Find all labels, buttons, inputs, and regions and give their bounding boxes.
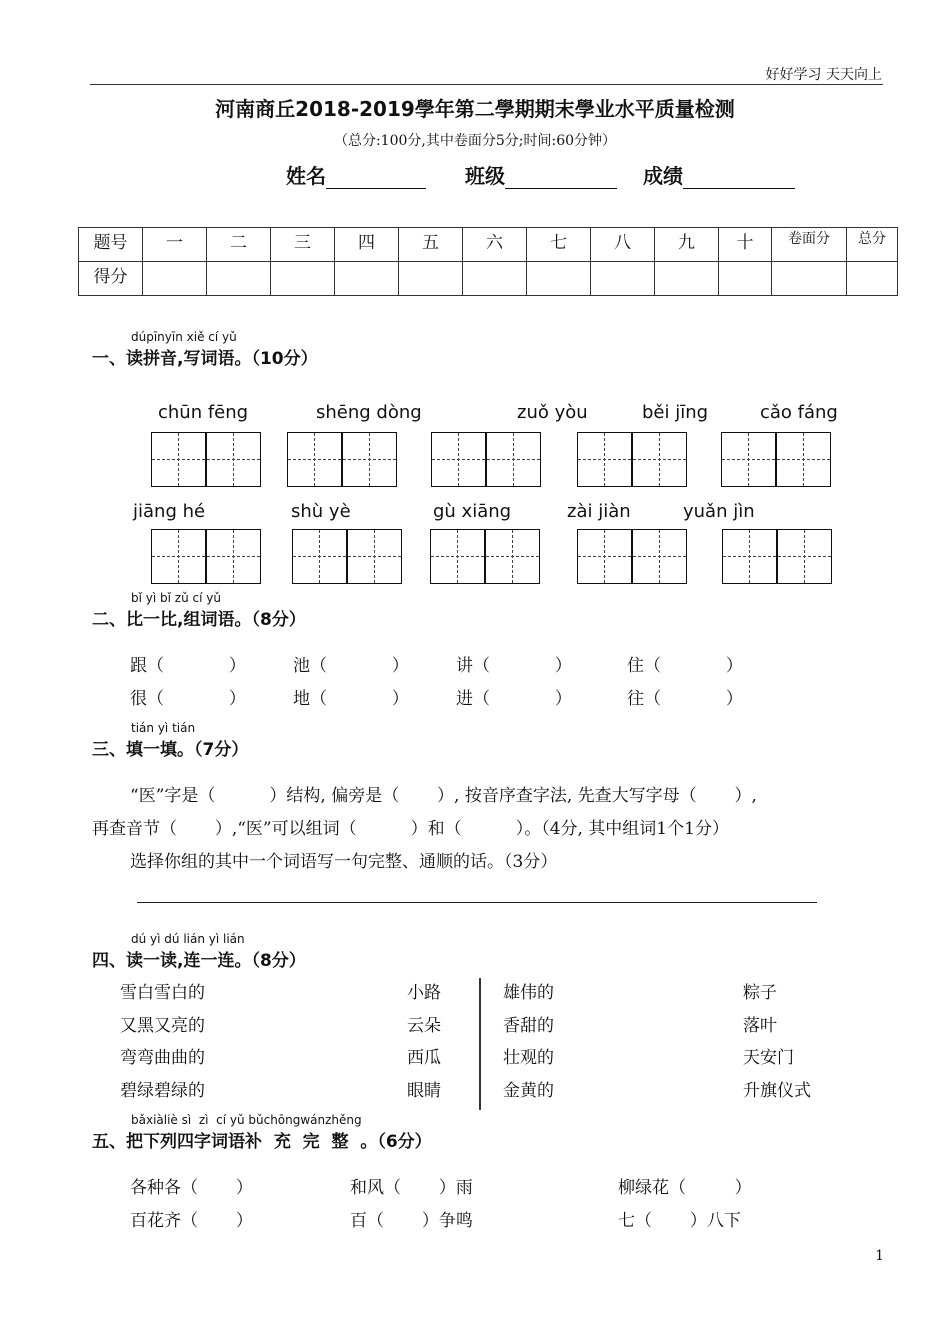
page-subtitle: （总分:100分,其中卷面分5分;时间:60分钟） xyxy=(333,133,617,149)
writing-box[interactable] xyxy=(485,529,540,584)
header-note: 好好学习 天天向上 xyxy=(765,67,882,83)
s3-line-3: 选择你组的其中一个词语写一句完整、通顺的话。（3分） xyxy=(130,852,558,872)
s4-right-b: 升旗仪式 xyxy=(743,1081,811,1101)
header-cell: 题号 xyxy=(79,228,143,262)
score-label: 成绩 xyxy=(643,164,683,188)
writing-box[interactable] xyxy=(151,529,206,584)
s1-pinyin-6: jiāng hé xyxy=(133,501,206,522)
s3-line-2: 再查音节（ ）,“医”可以组词（ ）和（ ）。（4分, 其中组词1个1分） xyxy=(92,819,729,839)
s1-pinyin: dúpīnyīn xiě cí yǔ xyxy=(131,330,237,344)
score-cell[interactable] xyxy=(772,262,847,296)
s4-left-a: 雪白雪白的 xyxy=(120,983,205,1003)
s1-pinyin-2: shēng dòng xyxy=(316,402,422,423)
writing-box[interactable] xyxy=(722,529,777,584)
s2-item: 住（ ） xyxy=(627,656,743,676)
score-table-score-row xyxy=(79,262,898,296)
s2-item: 进（ ） xyxy=(456,689,572,709)
s4-left-b: 西瓜 xyxy=(407,1048,441,1068)
writing-box[interactable] xyxy=(342,432,397,487)
writing-box[interactable] xyxy=(206,432,261,487)
class-blank[interactable] xyxy=(505,166,617,189)
s1-pinyin-3: zuǒ yòu xyxy=(517,402,588,423)
score-cell[interactable] xyxy=(143,262,207,296)
score-cell[interactable] xyxy=(591,262,655,296)
writing-box[interactable] xyxy=(486,432,541,487)
header-cell: 六 xyxy=(463,228,527,262)
score-cell[interactable] xyxy=(527,262,591,296)
header-cell: 卷面分 xyxy=(772,228,847,262)
answer-line[interactable] xyxy=(137,902,817,903)
score-cell[interactable] xyxy=(335,262,399,296)
s1-pinyin-1: chūn fēng xyxy=(158,402,249,423)
s4-left-b: 云朵 xyxy=(407,1016,441,1036)
s1-pinyin-5: cǎo fáng xyxy=(760,402,838,423)
column-divider xyxy=(479,978,481,1110)
score-row-label: 得分 xyxy=(79,262,143,296)
header-rule xyxy=(90,84,883,85)
s5-item: 柳绿花（ ） xyxy=(618,1178,752,1198)
writing-box[interactable] xyxy=(577,529,632,584)
s5-item: 百花齐（ ） xyxy=(130,1211,253,1231)
s5-pinyin: bǎxiàliè sì zì cí yǔ bǔchōngwánzhěng xyxy=(131,1113,362,1127)
header-cell: 九 xyxy=(655,228,719,262)
s1-pinyin-4: běi jīng xyxy=(642,402,709,423)
name-field[interactable] xyxy=(286,160,426,189)
s4-left-b: 眼睛 xyxy=(407,1081,441,1101)
s1-pinyin-8: gù xiāng xyxy=(433,501,512,522)
score-field[interactable] xyxy=(643,160,795,189)
s2-item: 往（ ） xyxy=(627,689,743,709)
score-cell[interactable] xyxy=(271,262,335,296)
name-label: 姓名 xyxy=(286,164,326,188)
header-cell: 一 xyxy=(143,228,207,262)
writing-box[interactable] xyxy=(777,529,832,584)
writing-box[interactable] xyxy=(431,432,486,487)
s4-left-a: 又黑又亮的 xyxy=(120,1016,205,1036)
header-cell: 三 xyxy=(271,228,335,262)
s5-item: 百（ ）争鸣 xyxy=(350,1211,473,1231)
score-cell[interactable] xyxy=(847,262,898,296)
name-blank[interactable] xyxy=(326,166,426,189)
header-cell: 总分 xyxy=(847,228,898,262)
s3-line-1: “医”字是（ ）结构, 偏旁是（ ）, 按音序查字法, 先查大写字母（ ）, xyxy=(130,786,757,806)
s5-item: 七（ ）八下 xyxy=(618,1211,741,1231)
s4-pinyin: dú yì dú lián yì lián xyxy=(131,932,245,946)
s4-title: 四、读一读,连一连。（8分） xyxy=(92,951,306,971)
s1-title: 一、读拼音,写词语。（10分） xyxy=(92,349,318,369)
s4-right-a: 香甜的 xyxy=(503,1016,554,1036)
s4-left-a: 弯弯曲曲的 xyxy=(120,1048,205,1068)
score-cell[interactable] xyxy=(719,262,772,296)
class-field[interactable] xyxy=(465,160,617,189)
writing-box[interactable] xyxy=(577,432,632,487)
class-label: 班级 xyxy=(465,164,505,188)
s3-pinyin: tián yì tián xyxy=(131,721,196,735)
s2-title: 二、比一比,组词语。（8分） xyxy=(92,610,306,630)
s4-right-b: 天安门 xyxy=(743,1048,794,1068)
score-cell[interactable] xyxy=(463,262,527,296)
s1-pinyin-10: yuǎn jìn xyxy=(683,501,755,522)
s4-right-a: 壮观的 xyxy=(503,1048,554,1068)
s4-right-b: 落叶 xyxy=(743,1016,777,1036)
writing-box[interactable] xyxy=(632,432,687,487)
writing-box[interactable] xyxy=(721,432,776,487)
s1-pinyin-7: shù yè xyxy=(291,501,351,522)
s1-pinyin-9: zài jiàn xyxy=(567,501,631,522)
s2-item: 地（ ） xyxy=(293,689,409,709)
s2-item: 跟（ ） xyxy=(130,656,246,676)
writing-box[interactable] xyxy=(776,432,831,487)
header-cell: 四 xyxy=(335,228,399,262)
s2-item: 讲（ ） xyxy=(456,656,572,676)
s3-title: 三、填一填。（7分） xyxy=(92,740,249,760)
writing-box[interactable] xyxy=(632,529,687,584)
s5-item: 和风（ ）雨 xyxy=(350,1178,473,1198)
s4-right-a: 雄伟的 xyxy=(503,983,554,1003)
s2-pinyin: bǐ yì bǐ zǔ cí yǔ xyxy=(131,591,221,605)
writing-box[interactable] xyxy=(287,432,342,487)
s4-left-b: 小路 xyxy=(407,983,441,1003)
writing-box[interactable] xyxy=(430,529,485,584)
writing-box[interactable] xyxy=(151,432,206,487)
score-cell[interactable] xyxy=(399,262,463,296)
writing-box[interactable] xyxy=(206,529,261,584)
writing-box[interactable] xyxy=(292,529,347,584)
score-blank[interactable] xyxy=(683,166,795,189)
score-cell[interactable] xyxy=(655,262,719,296)
page-number: 1 xyxy=(875,1248,884,1264)
page-title: 河南商丘2018-2019學年第二學期期末學业水平质量检测 xyxy=(215,97,735,121)
s4-right-a: 金黄的 xyxy=(503,1081,554,1101)
s4-right-b: 粽子 xyxy=(743,983,777,1003)
header-cell: 二 xyxy=(207,228,271,262)
header-cell: 五 xyxy=(399,228,463,262)
s4-left-a: 碧绿碧绿的 xyxy=(120,1081,205,1101)
s2-item: 池（ ） xyxy=(293,656,409,676)
score-cell[interactable] xyxy=(207,262,271,296)
header-cell: 十 xyxy=(719,228,772,262)
s5-item: 各种各（ ） xyxy=(130,1178,253,1198)
writing-box[interactable] xyxy=(347,529,402,584)
score-table-header-row xyxy=(79,228,898,262)
score-table xyxy=(78,227,898,296)
header-cell: 七 xyxy=(527,228,591,262)
s2-item: 很（ ） xyxy=(130,689,246,709)
header-cell: 八 xyxy=(591,228,655,262)
s5-title: 五、把下列四字词语补 充 完 整 。（6分） xyxy=(92,1132,432,1152)
